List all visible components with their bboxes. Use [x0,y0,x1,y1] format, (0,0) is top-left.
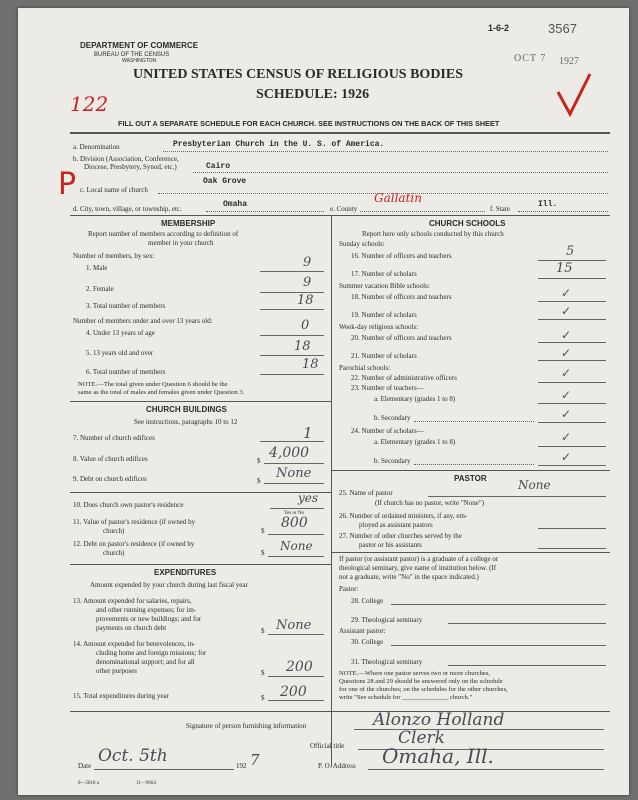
q18-check-icon: ✓ [561,286,572,300]
q10-line [270,508,324,509]
q13-label: 13. Amount expended for salaries, repairs, [73,597,192,605]
grid-bottom-rule [70,711,610,712]
red-check-icon [554,70,594,120]
q20-line [538,342,606,343]
denomination-line [163,151,608,152]
pastor-mid-rule [331,552,610,553]
signature-line [354,729,604,730]
q27-label-2: pastor or his assistants [359,541,422,549]
city-line [206,211,324,212]
q7-line [260,441,324,442]
q18-line [538,301,606,302]
q8-line [264,463,324,464]
q4-value: 0 [301,318,310,333]
q20-check-icon: ✓ [561,328,572,342]
q23b-line [538,422,606,423]
q2-value: 9 [303,275,312,290]
county-value: Gallatin [374,191,422,205]
q19-check-icon: ✓ [561,304,572,318]
grid-top-rule [70,215,610,216]
official-title-value: Clerk [398,728,445,748]
q21-label: 21. Number of scholars [351,352,417,360]
q10-value: yes [298,491,319,505]
q22-line [538,382,606,383]
q15-dollar: $ [261,694,265,702]
q23-label: 23. Number of teachers— [351,384,424,392]
q6-value: 18 [302,357,319,372]
denomination-label: a. Denomination [73,143,120,151]
sunday-schools-label: Sunday schools: [339,240,385,248]
buildings-intro: See instructions, paragraphs 10 to 12 [134,418,238,426]
q25-line [428,496,606,497]
q1-value: 9 [303,255,312,270]
graduate-note-3: not a graduate, write "No" in the space indicated.) [339,573,479,581]
division-line [193,172,608,173]
q25-label: 25. Name of pastor [339,489,393,497]
q24a-check-icon: ✓ [561,430,572,444]
q12-line [268,556,324,557]
q10-label: 10. Does church own pastor's residence [73,501,184,509]
q8-value: 4,000 [269,445,310,461]
q23a-check-icon: ✓ [561,388,572,402]
q14-label-4: other purposes [96,667,138,675]
division-label: b. Division (Association, Conference, [73,155,179,163]
q3-line [260,309,324,310]
q26-label-2: ployed as assistant pastors [359,521,433,529]
q4-line [260,335,324,336]
bureau-city: WASHINGTON [122,58,157,64]
summer-schools-label: Summer vacation Bible schools: [339,282,430,290]
membership-heading: MEMBERSHIP [161,219,216,228]
form-print-code-2: 11—9664 [136,781,156,786]
q12-label: 12. Debt on pastor's residence (if owned by [73,540,195,548]
pastor-heading: PASTOR [454,474,487,483]
weekday-schools-label: Week-day religious schools: [339,323,419,331]
header-divider [70,132,610,134]
date-value: Oct. 5th [98,746,168,766]
division-label-2: Diocese, Presbytery, Synod, etc.) [84,163,177,171]
state-value: Ill. [538,200,558,209]
q23a-label: a. Elementary (grades 1 to 8) [374,395,456,403]
form-print-code: 8—5818 a [78,781,99,786]
census-form-sheet [18,8,629,795]
state-line [518,211,608,212]
q5-label: 5. 13 years old and over [86,349,154,357]
q10-hint: Yes or No [284,511,305,516]
year-prefix: 192 [236,762,247,770]
form-title: UNITED STATES CENSUS OF RELIGIOUS BODIES [133,67,464,82]
q30-label: 30. College [351,638,384,646]
schedule-instruction: FILL OUT A SEPARATE SCHEDULE FOR EACH CHURCH. SEE INSTRUCTIONS ON THE BACK OF THIS SHEET [118,119,500,128]
q19-label: 19. Number of scholars [351,311,417,319]
q3-value: 18 [297,293,314,308]
q5-value: 18 [294,339,311,354]
received-stamp-year: 1927 [559,56,579,67]
q13-dollar: $ [261,627,265,635]
q11-label: 11. Value of pastor's residence (if owned by [73,518,196,526]
pastor-note-4: write "See schedule for ______________ church." [339,694,473,701]
q1-line [260,271,324,272]
q14-label: 14. Amount expended for benevolences, in- [73,640,196,648]
po-address-line [368,769,604,770]
q27-label: 27. Number of other churches served by the [339,532,462,540]
bureau-name: BUREAU OF THE CENSUS [94,52,170,58]
county-label: e. County [330,205,358,213]
q6-line [260,374,324,375]
q24b-label: b. Secondary [374,457,411,465]
grid-center-divider [331,215,332,767]
age-intro: Number of members under and over 13 years old: [73,317,213,325]
pastor-note-1: NOTE.—Where one pastor serves two or more churches, [339,670,491,677]
q13-value: None [276,618,312,633]
q27-line [538,548,606,549]
q19-line [538,319,606,320]
date-label: Date [78,762,92,770]
q24-label: 24. Number of scholars— [351,427,424,435]
q14-line [268,676,324,677]
city-label: d. City, town, village, or township, etc. [73,205,182,213]
q9-dollar: $ [257,477,261,485]
by-sex-label: Number of members, by sex: [73,252,155,260]
red-p-mark: P [58,167,77,202]
q11-dollar: $ [261,527,265,535]
q18-label: 18. Number of officers and teachers [351,293,452,301]
county-line [360,211,485,212]
q13-line [268,634,324,635]
parochial-schools-label: Parochial schools: [339,364,391,372]
q6-label: 6. Total number of members [86,368,166,376]
q12-value: None [280,539,313,553]
official-title-label: Official title [310,742,345,750]
q23a-line [538,403,606,404]
department-name: DEPARTMENT OF COMMERCE [80,41,199,50]
schools-heading: CHURCH SCHOOLS [429,219,506,228]
q7-label: 7. Number of church edifices [73,434,155,442]
q24b-dots [414,464,534,465]
q30-line [391,645,606,646]
graduate-note-2: theological seminary, give name of institution below. (If [339,564,497,572]
q5-line [260,355,324,356]
membership-note-2: same as the total of males and females given under Question 3. [78,389,245,396]
q9-value: None [276,466,312,481]
q22-check-icon: ✓ [561,366,572,380]
q23b-dots [414,421,534,422]
q29-line [448,623,606,624]
assistant-sub-label: Assistant pastor: [339,627,386,635]
state-label: f. State [490,205,510,213]
division-value: Cairo [206,162,231,171]
q14-label-3: denominational support; and for all [96,658,195,666]
q9-label: 9. Debt on church edifices [73,475,147,483]
q24a-line [538,446,606,447]
po-address-value: Omaha, Ill. [382,744,494,768]
q26-label: 26. Number of ordained ministers, if any, em- [339,512,468,520]
q25-value: None [518,478,551,492]
pastor-note-2: Questions 28 and 29 should be answered only on the schedule [339,678,503,685]
q11-label-2: church) [103,527,125,535]
church-name-value: Oak Grove [203,177,247,186]
q28-line [391,604,606,605]
membership-intro-2: member in your church [148,239,214,247]
q17-line [538,278,606,279]
buildings-heading: CHURCH BUILDINGS [146,405,227,414]
q12-dollar: $ [261,549,265,557]
q25-hint: (If church has no pastor, write "None") [375,499,485,507]
q29-label: 29. Theological seminary [351,616,423,624]
schools-intro: Report here only schools conducted by this church [362,230,504,238]
signature-label: Signature of person furnishing information [186,722,307,730]
pastor-note-3: for one of the churches; on the schedules for the other churches, [339,686,508,693]
q17-label: 17. Number of scholars [351,270,417,278]
denomination-value: Presbyterian Church in the U. S. of America. [173,140,385,149]
q2-label: 2. Female [86,285,114,293]
schools-bottom-rule [331,470,610,471]
serial-number: 3567 [548,21,577,36]
q31-label: 31. Theological seminary [351,658,423,666]
q8-dollar: $ [257,457,261,465]
expenditures-heading: EXPENDITURES [154,568,217,577]
q28-label: 28. College [351,597,384,605]
q12-label-2: church) [103,549,125,557]
q13-label-4: payments on church debt [96,624,167,632]
received-stamp-date: OCT 7 [514,53,547,64]
membership-intro-1: Report number of members according to definition of [88,230,239,238]
buildings-mid-rule [70,492,331,493]
q2-line [260,292,324,293]
q9-line [264,483,324,484]
q7-value: 1 [303,424,313,442]
pastor-sub-label: Pastor: [339,585,359,593]
date-line [94,769,234,770]
q26-line [538,528,606,529]
po-address-label: P. O. Address [318,762,356,770]
q15-line [268,700,324,701]
q4-label: 4. Under 13 years of age [86,329,155,337]
q11-value: 800 [281,515,308,531]
q16-value: 5 [566,244,575,259]
membership-note-1: NOTE.—The total given under Question 6 should be the [78,381,228,388]
q14-value: 200 [286,659,313,675]
q23b-check-icon: ✓ [561,407,572,421]
q13-label-2: and other running expenses; for im- [96,606,197,614]
signature-value: Alonzo Holland [373,710,505,730]
q16-label: 16. Number of officers and teachers [351,252,452,260]
graduate-note-1: If pastor (or assistant pastor) is a graduate of a college or [339,555,499,563]
q21-check-icon: ✓ [561,346,572,360]
buildings-bottom-rule [70,564,331,565]
q15-value: 200 [280,684,307,700]
church-name-label: c. Local name of church [80,186,148,194]
q31-line [448,665,606,666]
red-handwritten-number: 122 [70,92,109,116]
q8-label: 8. Value of church edifices [73,455,148,463]
q13-label-3: provements or new buildings; and for [96,615,202,623]
q20-label: 20. Number of officers and teachers [351,334,452,342]
membership-bottom-rule [70,401,331,402]
form-code: 1-6-2 [488,23,510,33]
q11-line [268,534,324,535]
q1-label: 1. Male [86,264,108,272]
q3-label: 3. Total number of members [86,302,166,310]
expenditures-intro: Amount expended by your church during last fiscal year [90,581,248,589]
q14-label-2: cluding home and foreign missions; for [96,649,207,657]
q17-value: 15 [556,261,573,276]
q24a-label: a. Elementary (grades 1 to 8) [374,438,456,446]
q14-dollar: $ [261,669,265,677]
year-value: 7 [250,751,260,769]
q23b-label: b. Secondary [374,414,411,422]
schedule-title: SCHEDULE: 1926 [256,87,370,102]
q24b-line [538,465,606,466]
q15-label: 15. Total expenditures during year [73,692,169,700]
q21-line [538,360,606,361]
q22-label: 22. Number of administrative officers [351,374,457,382]
city-value: Omaha [223,200,248,209]
q24b-check-icon: ✓ [561,450,572,464]
